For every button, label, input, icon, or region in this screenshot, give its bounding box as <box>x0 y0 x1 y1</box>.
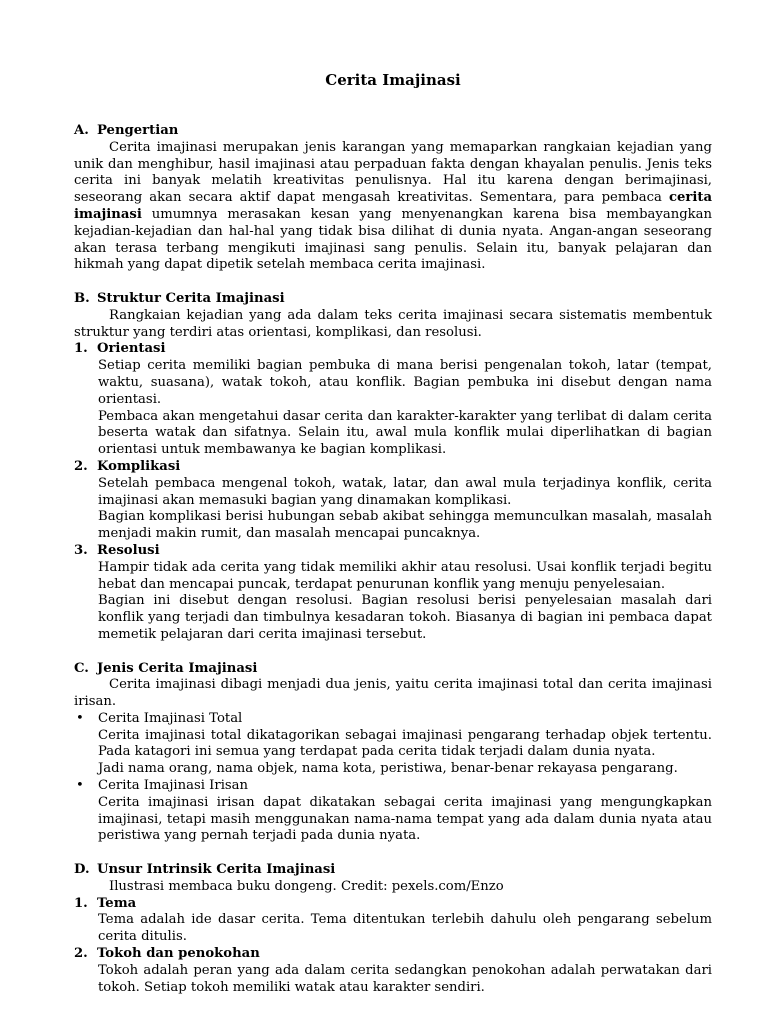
section-c-intro: Cerita imajinasi dibagi menjadi dua jenis, yaitu cerita imajinasi total dan cerita imajinasi irisan. <box>74 677 712 710</box>
document-body <box>74 123 712 996</box>
bullet-title: Cerita Imajinasi Total <box>98 710 243 726</box>
bullet-paragraph: Jadi nama orang, nama objek, nama kota, peristiwa, benar-benar rekayasa pengarang. <box>98 761 678 777</box>
item-number: 2. <box>74 458 88 474</box>
item-paragraph: Pembaca akan mengetahui dasar cerita dan karakter-karakter yang terlibat di dalam cerita beserta watak dan sifatnya. Selain itu, awal mula konflik mulai diperlihatkan di bagian orientasi untuk membawanya ke bagian komplikasi. <box>98 408 712 458</box>
section-label: A. <box>74 123 89 138</box>
bullet-icon: • <box>76 778 84 794</box>
section-c-heading <box>74 661 712 678</box>
document-title: Cerita Imajinasi <box>325 71 461 89</box>
section-title: Pengertian <box>97 123 179 138</box>
item-number: 1. <box>74 341 88 357</box>
list-item-heading <box>74 341 712 358</box>
section-label: D. <box>74 862 90 878</box>
list-item-heading <box>74 946 712 963</box>
section-b-heading <box>74 291 712 308</box>
section-title: Struktur Cerita Imajinasi <box>97 290 285 306</box>
item-paragraph: Bagian ini disebut dengan resolusi. Bagian resolusi berisi penyelesaian masalah dari konflik yang terjadi dan timbulnya kesadaran tokoh. Biasanya di bagian ini pembaca dapat memetik pelajaran dari cerita imajinasi tersebut. <box>98 593 712 642</box>
item-title: Tema <box>97 895 137 911</box>
section-d-heading <box>74 862 712 879</box>
item-paragraph: Setelah pembaca mengenal tokoh, watak, latar, dan awal mula terjadinya konflik, cerita imajinasi akan memasuki bagian yang dinamakan komplikasi. <box>98 475 712 508</box>
item-paragraph: Hampir tidak ada cerita yang tidak memiliki akhir atau resolusi. Usai konflik terjadi begitu hebat dan mencapai puncak, terdapat penurunan konflik yang menuju penyelesaian. <box>98 559 712 592</box>
item-title: Resolusi <box>97 542 160 558</box>
bullet-item-heading <box>74 778 712 795</box>
item-paragraph: Bagian komplikasi berisi hubungan sebab akibat sehingga memunculkan masalah, masalah menjadi makin rumit, dan masalah mencapai puncaknya. <box>98 509 712 542</box>
bullet-paragraph: Cerita imajinasi total dikatagorikan sebagai imajinasi pengarang terhadap objek tertentu. Pada katagori ini semua yang terdapat pada cerita tidak terjadi dalam dunia nyata. <box>98 727 712 760</box>
bullet-title: Cerita Imajinasi Irisan <box>98 778 249 794</box>
item-title: Komplikasi <box>97 458 181 474</box>
section-title: Jenis Cerita Imajinasi <box>97 660 258 676</box>
section-a-paragraph <box>74 140 712 274</box>
paragraph-text: umumnya merasakan kesan yang menyenangkan karena bisa membayangkan kejadian-kejadian dan hal-hal yang tidak bisa dilihat di dunia nyata. Angan-angan seseorang akan terasa terbang mengikuti imajinasi sang penulis. Selain itu, banyak pelajaran dan hikmah yang dapat dipetik setelah membaca cerita imajinasi. <box>74 206 712 273</box>
item-paragraph: Setiap cerita memiliki bagian pembuka di mana berisi pengenalan tokoh, latar (tempat, waktu, suasana), watak tokoh, atau konflik. Bagian pembuka ini disebut dengan nama orientasi. <box>98 358 712 407</box>
section-label: C. <box>74 660 89 676</box>
item-number: 1. <box>74 895 88 911</box>
list-item-heading <box>74 896 712 913</box>
item-title: Tokoh dan penokohan <box>97 946 260 962</box>
bullet-icon: • <box>76 710 84 726</box>
section-a-heading <box>74 123 712 140</box>
paragraph-text: Cerita imajinasi merupakan jenis karangan yang memaparkan rangkaian kejadian yang unik dan menghibur, hasil imajinasi atau perpaduan fakta dengan khayalan penulis. Jenis teks cerita ini banyak melatih kreativitas penulisnya. Hal itu karena dengan berimajinasi, seseorang akan secara aktif dapat mengasah kreativitas. Sementara, para pembaca <box>74 139 712 206</box>
image-caption: Ilustrasi membaca buku dongeng. Credit: pexels.com/Enzo <box>109 878 504 894</box>
list-item-heading <box>74 543 712 560</box>
section-label: B. <box>74 290 90 306</box>
section-b-intro: Rangkaian kejadian yang ada dalam teks cerita imajinasi secara sistematis membentuk struktur yang terdiri atas orientasi, komplikasi, dan resolusi. <box>74 307 712 340</box>
item-paragraph: Tokoh adalah peran yang ada dalam cerita sedangkan penokohan adalah perwatakan dari tokoh. Setiap tokoh memiliki watak atau karakter sendiri. <box>98 962 712 995</box>
list-item-heading <box>74 459 712 476</box>
item-number: 2. <box>74 946 88 962</box>
bullet-item-heading <box>74 711 712 728</box>
bullet-paragraph: Cerita imajinasi irisan dapat dikatakan sebagai cerita imajinasi yang mengungkapkan imajinasi, tetapi masih menggunakan nama-nama tempat yang ada dalam dunia nyata atau peristiwa yang pernah terjadi pada dunia nyata. <box>98 794 712 844</box>
bold-term: cerita imajinasi <box>74 190 712 222</box>
item-paragraph: Tema adalah ide dasar cerita. Tema ditentukan terlebih dahulu oleh pengarang sebelum cerita ditulis. <box>98 912 712 945</box>
item-number: 3. <box>74 542 88 558</box>
section-title: Unsur Intrinsik Cerita Imajinasi <box>97 862 336 878</box>
item-title: Orientasi <box>97 341 166 357</box>
